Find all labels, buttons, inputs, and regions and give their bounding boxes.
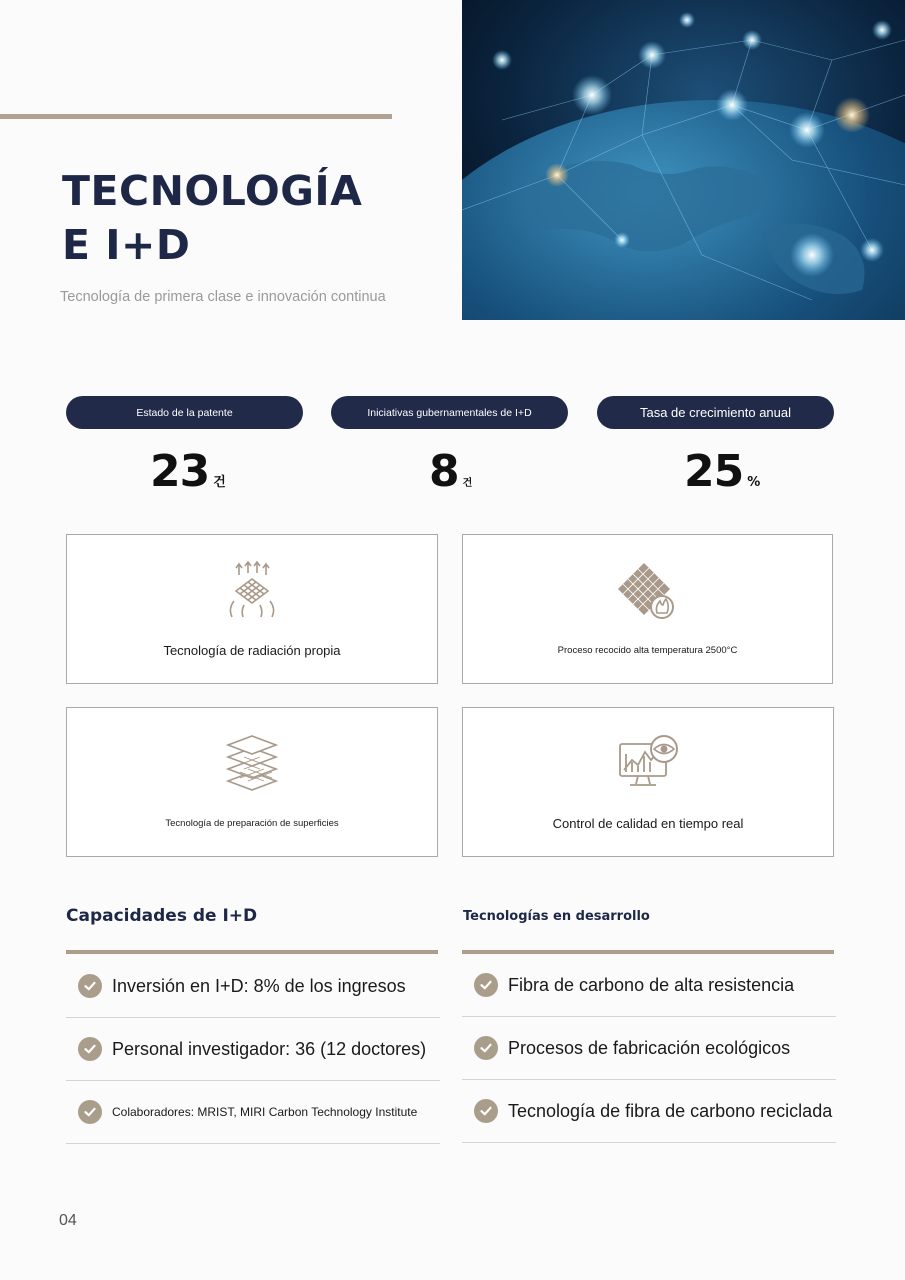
list-item — [462, 1080, 836, 1143]
card-surface-preparation — [66, 707, 438, 857]
check-icon — [474, 1036, 498, 1060]
capabilities-rule — [66, 950, 438, 954]
page-subtitle: Tecnología de primera clase e innovación continua — [60, 289, 386, 305]
card-quality-control — [462, 707, 834, 857]
list-item — [462, 1017, 836, 1080]
developing-text: Procesos de fabricación ecológicos — [508, 1037, 791, 1058]
header-rule — [0, 114, 392, 119]
stat-growth-rate — [684, 446, 760, 497]
check-icon — [474, 1099, 498, 1123]
developing-text: Fibra de carbono de alta resistencia — [508, 974, 795, 995]
stat-patents-unit: 건 — [213, 475, 226, 490]
list-item — [66, 1018, 440, 1081]
page-title-line-1: TECNOLOGÍA — [62, 167, 363, 215]
stat-initiatives-unit: 건 — [462, 478, 473, 489]
card-radiation-label: Tecnología de radiación propia — [163, 643, 341, 658]
list-item — [462, 954, 836, 1017]
card-high-temperature-annealing — [462, 534, 833, 684]
stat-label-patents: Estado de la patente — [66, 396, 303, 429]
stat-growth-value: 25 — [684, 446, 744, 497]
page-number: 04 — [59, 1212, 77, 1229]
stat-patents — [150, 446, 226, 497]
card-radiation-technology — [66, 534, 438, 684]
stat-patents-value: 23 — [150, 446, 210, 497]
check-icon — [78, 974, 102, 998]
monitor-eye-icon — [618, 734, 678, 794]
capability-text: Colaboradores: MRIST, MIRI Carbon Technology Institute — [112, 1105, 418, 1119]
page-title-line-2: E I+D — [62, 221, 191, 269]
card-quality-label: Control de calidad en tiempo real — [552, 816, 744, 831]
stat-growth-unit: % — [747, 475, 761, 490]
page-title — [62, 164, 362, 272]
hero-globe-image — [462, 0, 905, 320]
developing-list — [462, 954, 836, 1143]
check-icon — [474, 973, 498, 997]
capability-text: Inversión en I+D: 8% de los ingresos — [112, 975, 406, 996]
list-item — [66, 1081, 440, 1144]
check-icon — [78, 1037, 102, 1061]
high-temperature-icon — [618, 561, 678, 621]
card-annealing-label: Proceso recocido alta temperatura 2500°C — [557, 645, 738, 656]
stat-label-government-initiatives: Iniciativas gubernamentales de I+D — [331, 396, 568, 429]
capabilities-list — [66, 955, 440, 1144]
stat-government-initiatives — [429, 446, 472, 497]
card-surface-label: Tecnología de preparación de superficies — [165, 818, 339, 829]
check-icon — [78, 1100, 102, 1124]
developing-text: Tecnología de fibra de carbono reciclada — [508, 1100, 833, 1121]
stat-label-growth-rate: Tasa de crecimiento anual — [597, 396, 834, 429]
list-item — [66, 955, 440, 1018]
radiation-icon — [222, 561, 282, 621]
capabilities-title: Capacidades de I+D — [66, 906, 258, 926]
layers-icon — [222, 734, 282, 794]
developing-title: Tecnologías en desarrollo — [463, 909, 650, 924]
capability-text: Personal investigador: 36 (12 doctores) — [112, 1038, 427, 1059]
stat-initiatives-value: 8 — [429, 446, 459, 497]
